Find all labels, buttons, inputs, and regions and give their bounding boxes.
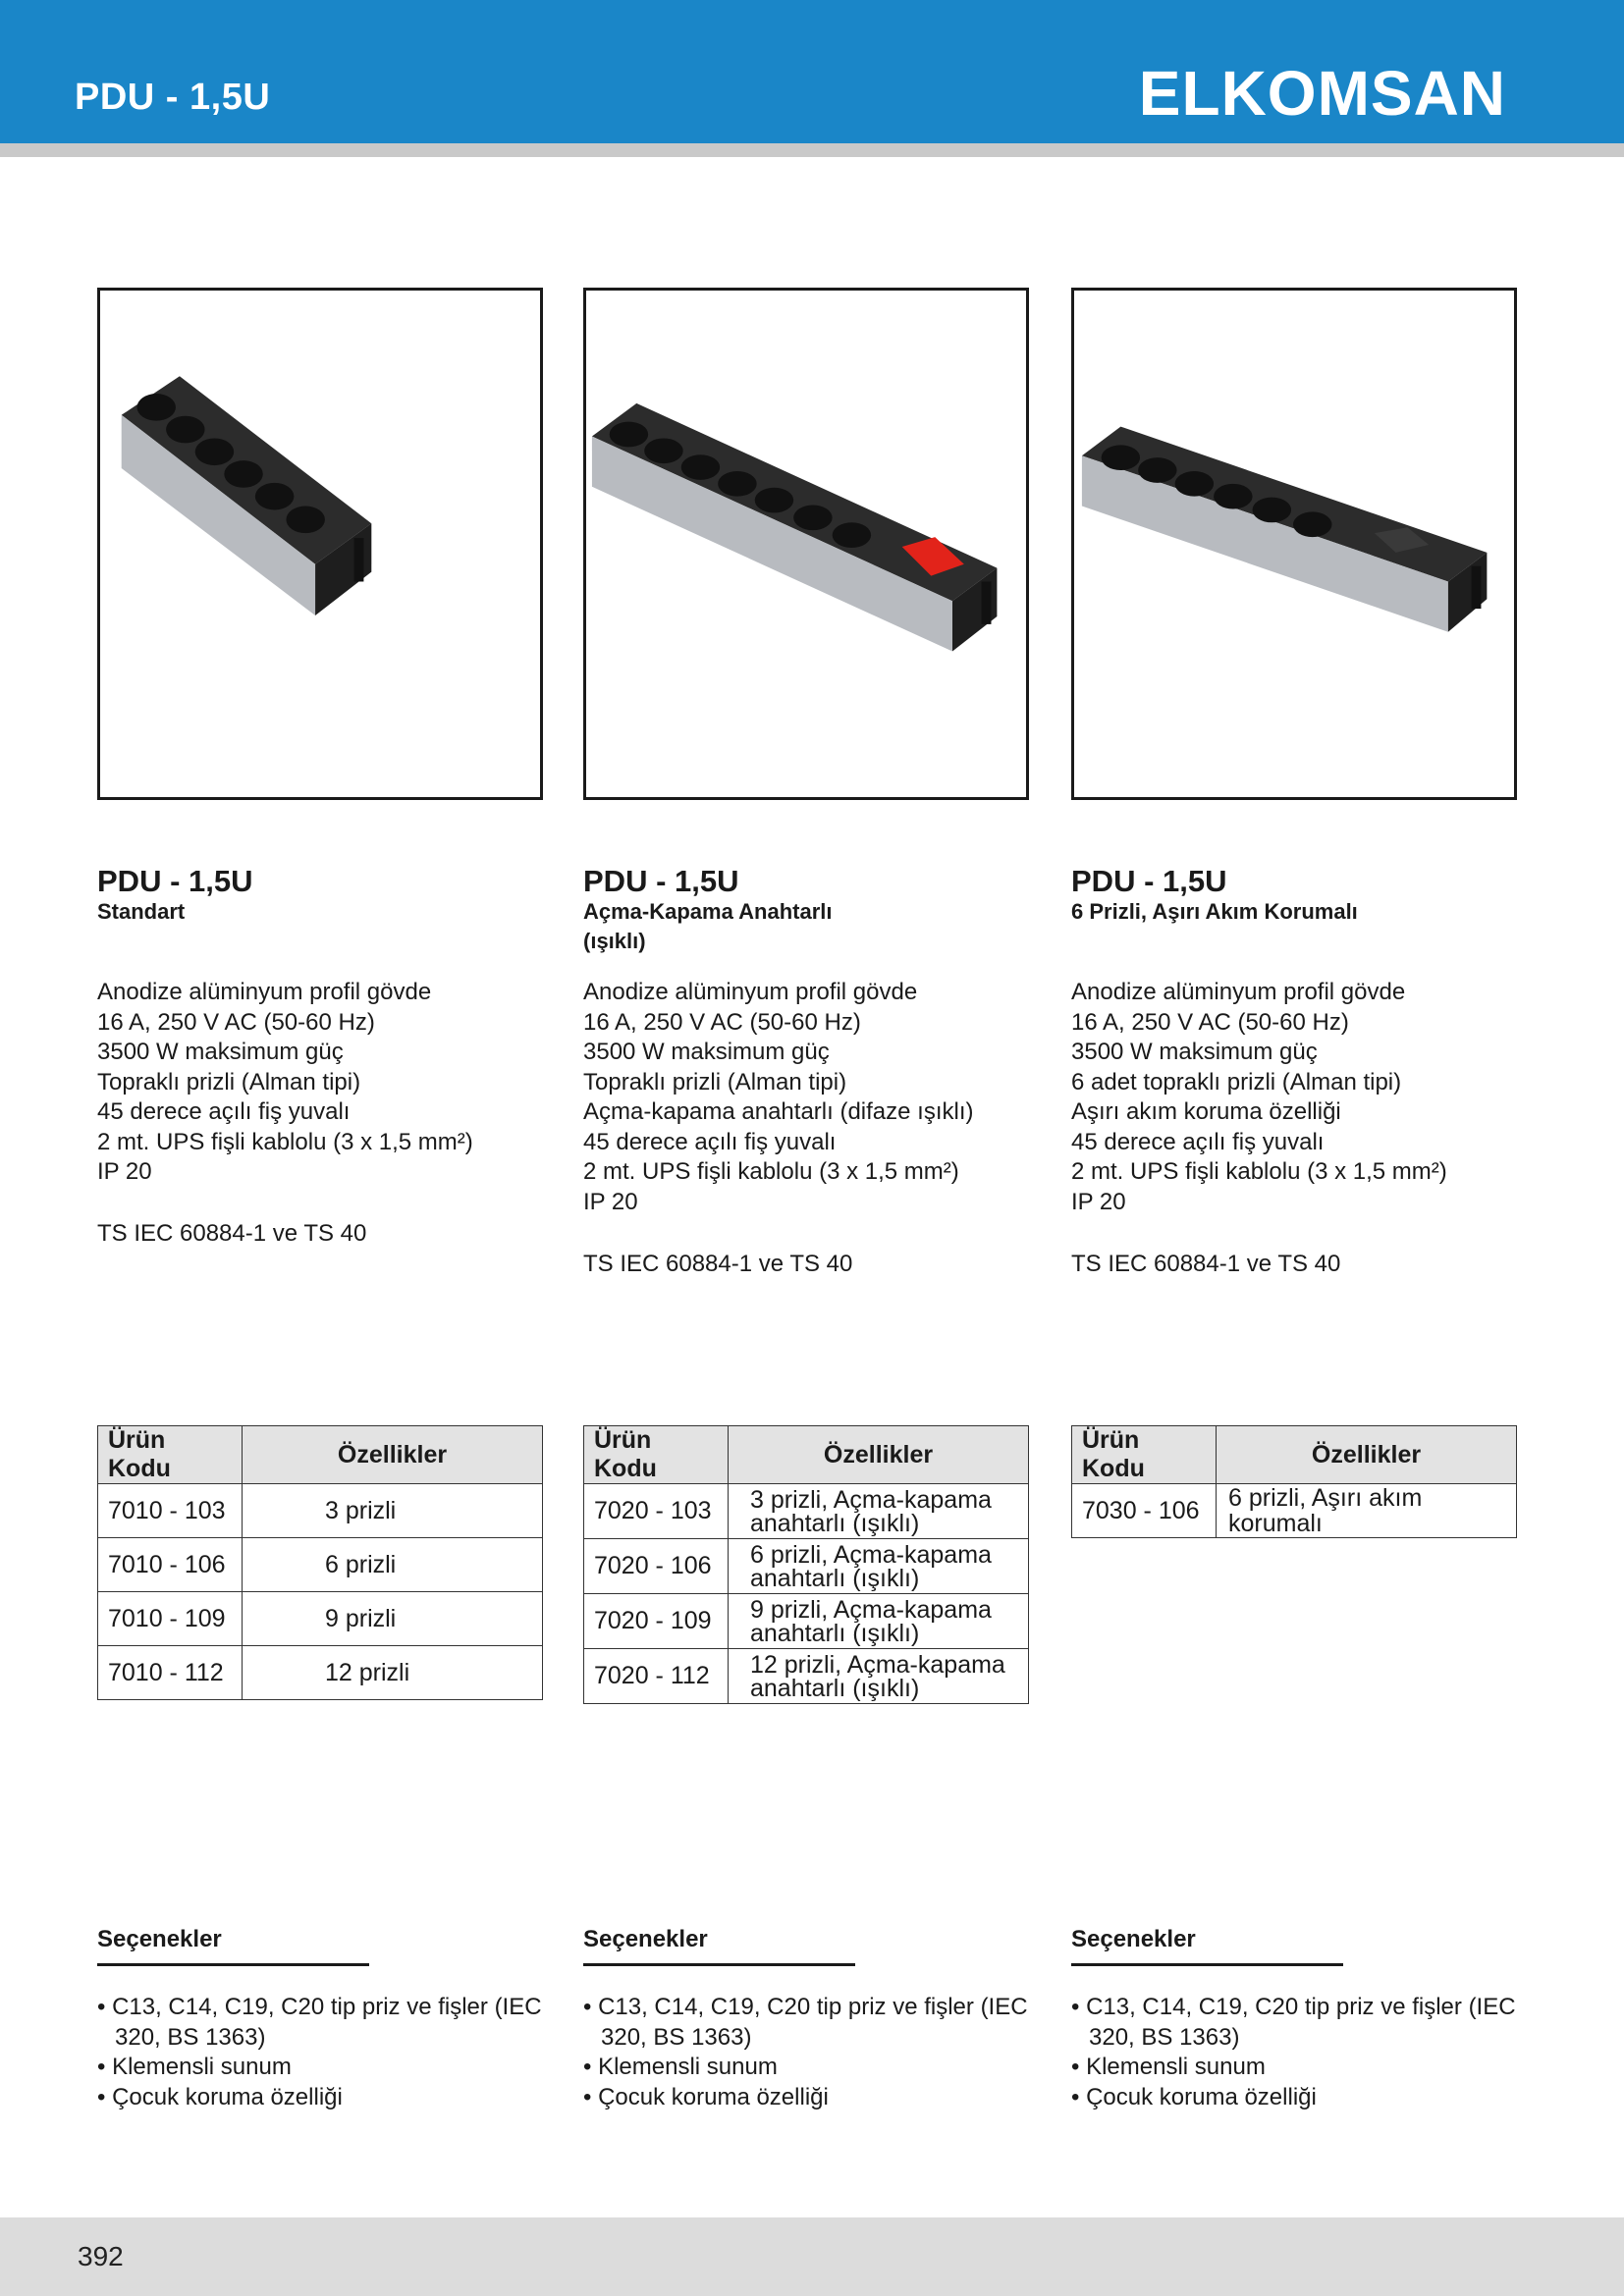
table-row [584, 1594, 1029, 1649]
brand-logo: ELKOMSAN [1138, 58, 1506, 129]
page-title: PDU - 1,5U [75, 77, 271, 118]
product-code: 7010 - 106 [98, 1538, 243, 1592]
table-row [98, 1592, 543, 1646]
option-item: • Çocuk koruma özelliği [583, 2083, 829, 2110]
spec-item: 3500 W maksimum güç [1071, 1039, 1318, 1065]
column-header-code: Ürün Kodu [584, 1426, 729, 1484]
option-item: • Klemensli sunum [1071, 2054, 1266, 2080]
spec-item: 2 mt. UPS fişli kablolu (3 x 1,5 mm²) [1071, 1158, 1447, 1185]
table-row [584, 1539, 1029, 1594]
spec-item: IP 20 [1071, 1188, 1126, 1215]
spec-item: Anodize alüminyum profil gövde [97, 979, 432, 1005]
spec-item: Topraklı prizli (Alman tipi) [97, 1068, 361, 1095]
option-item: • C13, C14, C19, C20 tip priz ve fişler (IEC 320, BS 1363) [583, 1994, 1028, 2051]
options-heading: Seçenekler [1071, 1926, 1343, 1966]
spec-item: 16 A, 250 V AC (50-60 Hz) [583, 1008, 861, 1036]
spec-item: Anodize alüminyum profil gövde [583, 979, 918, 1005]
product-photo-switch [583, 288, 1029, 800]
spec-list [583, 978, 1055, 1217]
page-number: 392 [78, 2241, 124, 2271]
spec-item: 3500 W maksimum güç [583, 1039, 830, 1065]
product-code: 7020 - 112 [584, 1649, 729, 1704]
table-row [1072, 1484, 1517, 1538]
option-item: • Çocuk koruma özelliği [1071, 2083, 1317, 2110]
product-feature: 6 prizli [243, 1538, 543, 1592]
product-feature: 12 prizli, Açma-kapama anahtarlı (ışıklı) [729, 1649, 1029, 1704]
product-code: 7020 - 103 [584, 1484, 729, 1539]
product-code-table [97, 1425, 543, 1700]
column-header-code: Ürün Kodu [1072, 1426, 1217, 1484]
spec-item: 16 A, 250 V AC (50-60 Hz) [1071, 1008, 1349, 1036]
options-list [583, 1993, 1045, 2112]
options-list [1071, 1993, 1533, 2112]
spec-item: 2 mt. UPS fişli kablolu (3 x 1,5 mm²) [97, 1128, 473, 1155]
product-feature: 6 prizli, Açma-kapama anahtarlı (ışıklı) [729, 1539, 1029, 1594]
product-subtitle: Standart [97, 899, 186, 924]
spec-item: Topraklı prizli (Alman tipi) [583, 1068, 847, 1095]
column-header-features: Özellikler [243, 1426, 543, 1484]
spec-item: Aşırı akım koruma özelliği [1071, 1098, 1341, 1125]
product-subtitle: 6 Prizli, Aşırı Akım Korumalı [1071, 899, 1358, 924]
spec-item: 16 A, 250 V AC (50-60 Hz) [97, 1008, 375, 1036]
product-feature: 12 prizli [243, 1646, 543, 1700]
option-item: • Klemensli sunum [97, 2054, 292, 2080]
product-feature: 3 prizli [243, 1484, 543, 1538]
standard-line: TS IEC 60884-1 ve TS 40 [97, 1220, 367, 1247]
product-code: 7010 - 112 [98, 1646, 243, 1700]
spec-list [1071, 978, 1543, 1217]
option-item: • Klemensli sunum [583, 2054, 778, 2080]
power-strip-image [586, 291, 1026, 797]
table-row [98, 1484, 543, 1538]
spec-item: Açma-kapama anahtarlı (difaze ışıklı) [583, 1098, 974, 1125]
product-feature: 6 prizli, Aşırı akım korumalı [1217, 1484, 1517, 1538]
product-code: 7030 - 106 [1072, 1484, 1217, 1538]
product-feature: 9 prizli [243, 1592, 543, 1646]
product-feature: 9 prizli, Açma-kapama anahtarlı (ışıklı) [729, 1594, 1029, 1649]
product-code-table [1071, 1425, 1517, 1538]
product-code-table [583, 1425, 1029, 1704]
product-column-overcurrent [1071, 0, 1523, 2296]
product-code: 7020 - 106 [584, 1539, 729, 1594]
spec-item: IP 20 [583, 1188, 638, 1215]
product-photo-standard [97, 288, 543, 800]
product-code: 7020 - 109 [584, 1594, 729, 1649]
table-row [98, 1538, 543, 1592]
column-header-code: Ürün Kodu [98, 1426, 243, 1484]
product-feature: 3 prizli, Açma-kapama anahtarlı (ışıklı) [729, 1484, 1029, 1539]
spec-item: 45 derece açılı fiş yuvalı [1071, 1128, 1325, 1155]
spec-item: IP 20 [97, 1158, 152, 1185]
standard-line: TS IEC 60884-1 ve TS 40 [1071, 1251, 1341, 1277]
product-column-standard [97, 0, 549, 2296]
spec-item: 6 adet topraklı prizli (Alman tipi) [1071, 1068, 1402, 1095]
column-header-features: Özellikler [729, 1426, 1029, 1484]
table-row [584, 1649, 1029, 1704]
spec-item: 45 derece açılı fiş yuvalı [97, 1098, 351, 1125]
spec-item: 2 mt. UPS fişli kablolu (3 x 1,5 mm²) [583, 1158, 959, 1185]
table-row [98, 1646, 543, 1700]
spec-item: 3500 W maksimum güç [97, 1039, 344, 1065]
option-item: • Çocuk koruma özelliği [97, 2083, 343, 2110]
options-heading: Seçenekler [583, 1926, 855, 1966]
column-header-features: Özellikler [1217, 1426, 1517, 1484]
spec-list [97, 978, 568, 1188]
page-footer [0, 2217, 1624, 2296]
power-strip-image [100, 291, 540, 797]
standard-line: TS IEC 60884-1 ve TS 40 [583, 1251, 853, 1277]
table-row [584, 1484, 1029, 1539]
options-heading: Seçenekler [97, 1926, 369, 1966]
product-code: 7010 - 109 [98, 1592, 243, 1646]
option-item: • C13, C14, C19, C20 tip priz ve fişler (IEC 320, BS 1363) [97, 1994, 542, 2051]
spec-item: 45 derece açılı fiş yuvalı [583, 1128, 837, 1155]
product-photo-overcurrent [1071, 288, 1517, 800]
options-list [97, 1993, 559, 2112]
product-title: PDU - 1,5U [1071, 864, 1227, 898]
product-title: PDU - 1,5U [97, 864, 253, 898]
option-item: • C13, C14, C19, C20 tip priz ve fişler (IEC 320, BS 1363) [1071, 1994, 1516, 2051]
power-strip-image [1074, 291, 1514, 797]
product-title: PDU - 1,5U [583, 864, 739, 898]
product-code: 7010 - 103 [98, 1484, 243, 1538]
spec-item: Anodize alüminyum profil gövde [1071, 979, 1406, 1005]
product-column-switch [583, 0, 1035, 2296]
product-subtitle: Açma-Kapama Anahtarlı (ışıklı) [583, 899, 833, 953]
